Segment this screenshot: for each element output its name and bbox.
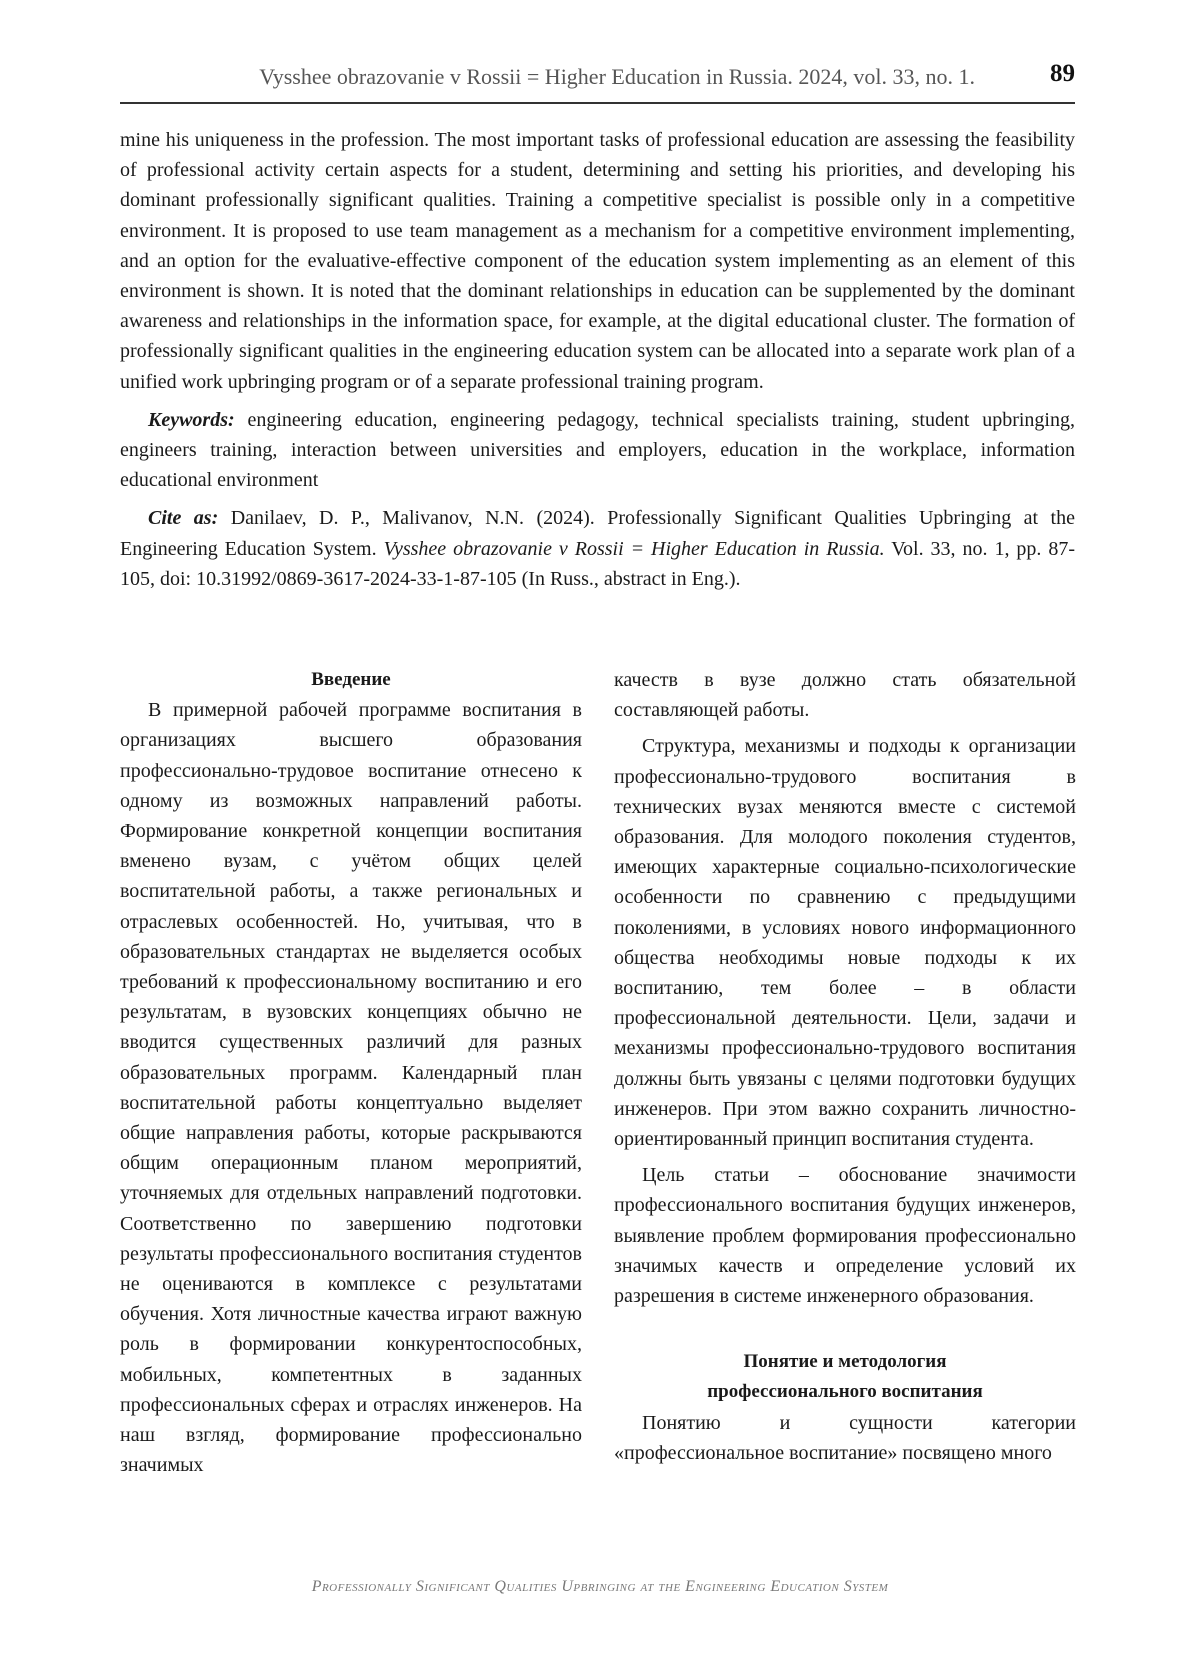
page-number: 89	[1050, 60, 1075, 87]
page-header	[120, 58, 1075, 104]
left-column	[120, 665, 582, 1480]
paragraph: Цель статьи – обоснование значимости профессионального воспитания будущих инженеров, выявление проблем формирования профессионально значимых качеств и определение условий их разрешения в системе инженерного образования.	[614, 1164, 1076, 1308]
section-heading-line-2: профессионального воспитания	[707, 1381, 983, 1403]
cite-label: Cite as:	[148, 507, 219, 530]
citation	[120, 503, 1075, 594]
keywords	[120, 405, 1075, 496]
paragraph: качеств в вузе должно стать обязательной составляющей работы.	[614, 669, 1076, 722]
paragraph: В примерной рабочей программе воспитания в организациях высшего образования профессионально-трудовое воспитание отнесено к одному из возможных направлений работы. Формирование конкретной концепции воспитания вменено вузам, с учётом общих целей воспитательной работы, а также региональных и отраслевых особенностей. Но, учитывая, что в образовательных стандартах не выделяется особых требований к профессиональному воспитанию и его результатам, в вузовских концепциях обычно не вводится существенных различий для разных образовательных программ. Календарный план воспитательной работы концептуально выделяет общие направления работы, которые раскрываются общим операционным планом мероприятий, уточняемых для отдельных направлений подготовки. Соответственно по завершению подготовки результаты профессионального воспитания студентов не оцениваются в комплексе с результатами обучения. Хотя личностные качества играют важную роль в формировании конкурентоспособных, мобильных, компетентных в заданных профессиональных сферах и отраслях инженеров. На наш взгляд, формирование профессионально значимых	[120, 699, 582, 1477]
keywords-text: engineering education, engineering pedagogy, technical specialists training, student upbringing, engineers training, interaction between universities and employers, education in the workplace, information educational environment	[120, 408, 1075, 492]
abstract-text: mine his uniqueness in the profession. The most important tasks of professional education are assessing the feasibility of professional activity certain aspects for a student, determining and setting his priorities, and developing his dominant professionally significant qualities. Training a competitive specialist is possible only in a competitive environment. It is proposed to use team management as a mechanism for a competitive environment implementing, and an option for the evaluative-effective component of the education system implementing as an element of this environment is shown. It is noted that the dominant relationships in education can be supplemented by the dominant awareness and relationships in the information space, for example, at the digital educational cluster. The formation of professionally significant qualities in the engineering education system can be allocated into a separate work plan of a unified work upbringing program or of a separate professional training program.	[120, 129, 1075, 393]
cite-journal: Vysshee obrazovanie v Rossii = Higher Education in Russia.	[383, 537, 885, 560]
journal-title: Vysshee obrazovanie v Rossii = Higher Education in Russia. 2024, vol. 33, no. 1.	[259, 64, 975, 89]
running-title: Professionally Significant Qualities Upbringing at the Engineering Education System	[311, 1578, 889, 1595]
paragraph: Понятию и сущности категории «профессиональное воспитание» посвящено много	[614, 1411, 1076, 1464]
section-heading-introduction: Введение	[311, 669, 391, 690]
right-column	[614, 665, 1076, 1468]
paragraph: Структура, механизмы и подходы к организации профессионально-трудового воспитания в технических вузах меняются вместе с системой образования. Для молодого поколения студентов, имеющих характерные социально-психологические особенности по сравнению с предыдущими поколениями, в условиях нового информационного общества необходимы новые подходы к их воспитанию, тем более – в области профессиональной деятельности. Цели, задачи и механизмы профессионально-трудового воспитания должны быть увязаны с целями подготовки будущих инженеров. При этом важно сохранить личностно-ориентированный принцип воспитания студента.	[614, 735, 1076, 1151]
abstract	[120, 125, 1075, 602]
keywords-label: Keywords:	[148, 408, 235, 431]
section-heading-line-1: Понятие и методология	[743, 1351, 947, 1373]
cite-text: Danilaev, D. P., Malivanov, N.N. (2024). Professionally Significant Qualities Upbringing at the Engineering Education System.	[120, 507, 1075, 560]
cite-text-2: Vol. 33, no. 1, pp. 87-105, doi: 10.31992/0869-3617-2024-33-1-87-105 (In Russ., abstract in Eng.).	[120, 537, 1075, 590]
